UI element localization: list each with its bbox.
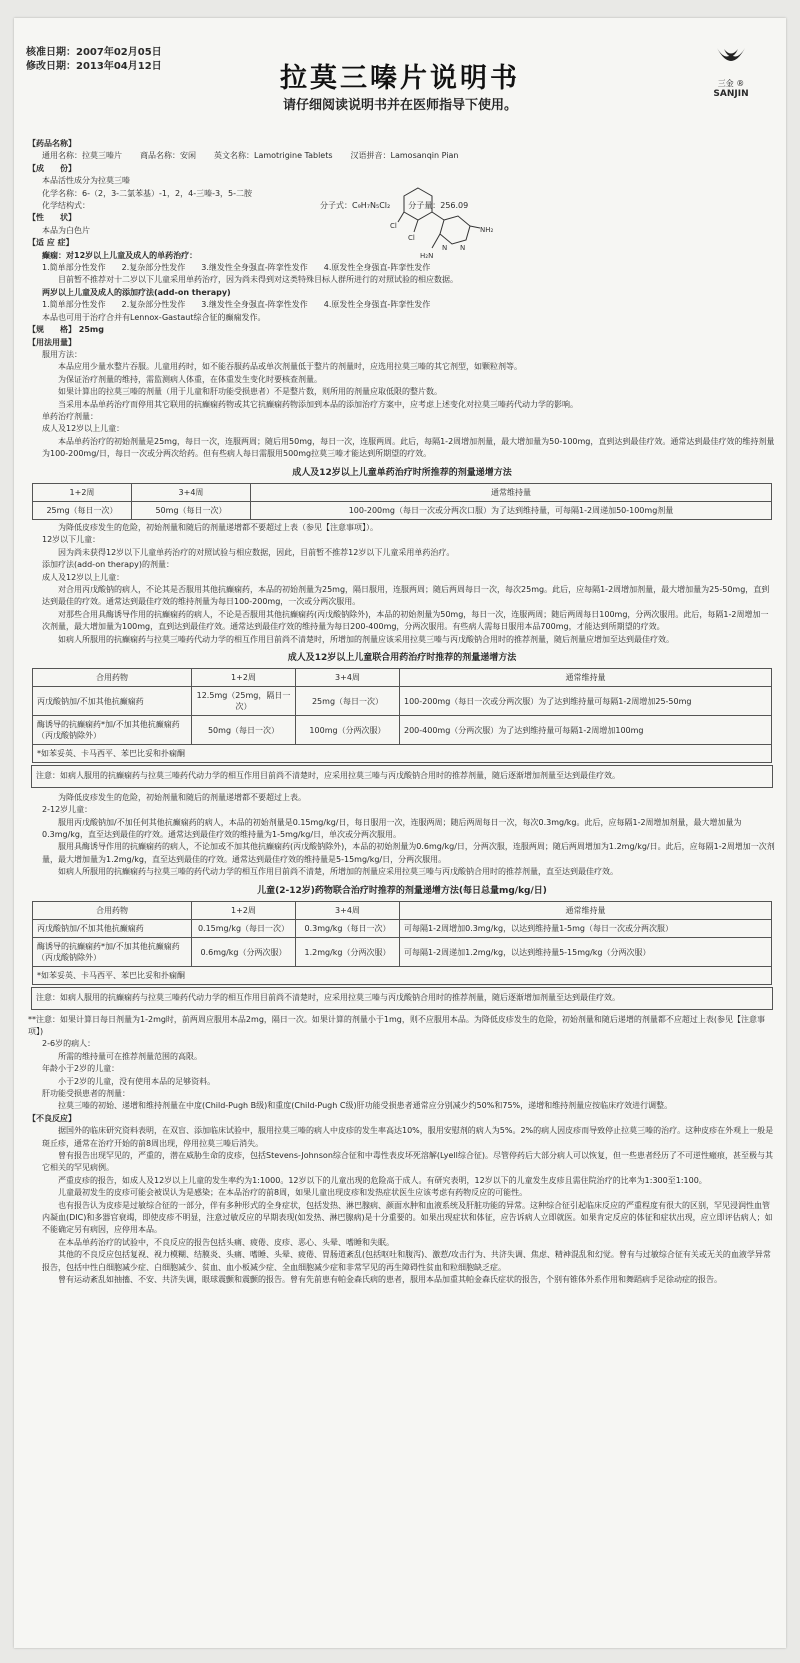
molecular-formula: 分子式：C₉H₇N₅Cl₂: [320, 201, 391, 211]
body-text: 对那些合用具酶诱导作用的抗癫痫药的病人，不论是否服用其他抗癫痫药(丙戊酸钠除外)，本品的初始剂量为50mg，每日一次，连服两周；随后两周每日100mg，分两次服用。此后，每隔1-2周增加一次剂量，最大增加量为100mg，直到达到最佳疗效。通常达到最佳疗效的维持量为每日200-400mg，分两次服用。有些病人需每日服用本品700mg，才能达到所期望的疗效。: [42, 609, 769, 632]
body-text: 服用具酶诱导作用的抗癫痫药的病人，不论加或不加其他抗癫痫药(丙戊酸钠除外)，本品的初始剂量为0.6mg/kg/日，分两次服，连服两周；随后两周增加为1.2mg/kg/日。此后，应每隔1-2周增加一次剂量，最大增加量为1.2mg/kg，直至达到最佳的疗效。通常达到最佳疗效的维持量是5-15mg/kg/日，分两次服用。: [42, 842, 775, 864]
adverse-text: 曾有报告出现罕见的，严重的，潜在威胁生命的皮疹，包括Stevens-Johnson综合征和中毒性表皮坏死溶解(Lyell综合征)。尽管停药后大部分病人可以恢复，但一些患者经历了不可逆性瘢痕，甚至极与其它相关的罕见病例。: [42, 1150, 773, 1173]
adverse-text: 在本品单药治疗的试验中，不良反应的报告包括头痛、疲倦、皮疹、恶心、头晕、嗜睡和失眠。: [58, 1237, 394, 1247]
table-header-cell: 1+2周: [192, 902, 296, 920]
body-text: 服用丙戊酸钠加/不加任何其他抗癫痫药的病人，本品的初始剂量是0.15mg/kg/日，每日服用一次，连服两周；随后两周每日一次，每次0.3mg/kg。此后，应每隔1-2周增加剂量，最大增加量为0.3mg/kg，直至达到最佳的疗效。通常达到最佳疗效的维持量为1-5mg/kg/日，单次或分两次服用。: [42, 817, 742, 840]
body-text: 拉莫三嗪的初始、递增和维持剂量在中度(Child-Pugh B级)和重度(Child-Pugh C级)肝功能受损患者通常应分别减少约50%和75%，递增和维持剂量应按临床疗效进行调整。: [58, 1101, 673, 1111]
body-text: 如病人所服用的抗癫痫药与拉莫三嗪药代动力学的相互作用目前尚不清楚时，所增加的剂量应该采用拉莫三嗪与丙戊酸钠合用时的推荐剂量，随后剂量应增加至达到最佳疗效。: [58, 634, 674, 644]
table-cell: 丙戊酸钠加/不加其他抗癫痫药: [33, 920, 192, 938]
section-adverse-heading: 【不良反应】: [28, 1113, 76, 1123]
adverse-text: 儿童最初发生的皮疹可能会被误认为是感染；在本品治疗的前8周，如果儿童出现皮疹和发热症状医生应该考虑有药物反应的可能性。: [58, 1188, 528, 1198]
page-title: 拉莫三嗪片说明书: [280, 63, 520, 94]
usage-text: 为保证治疗剂量的维持，需监测病人体重，在体重发生变化时要核查剂量。: [58, 374, 322, 384]
table-footnote: *如苯妥英、卡马西平、苯巴比妥和扑痫酮: [33, 967, 772, 985]
table-cell: 200-400mg（分两次服）为了达到维持量可每隔1-2周增加100mg: [400, 716, 772, 745]
body-text: 为降低皮疹发生的危险，初始剂量和随后的剂量递增都不要超过上表（参见【注意事项】）。: [58, 522, 378, 532]
body-text: 年龄小于2岁的儿童：: [42, 1064, 120, 1074]
body-text: 小于2岁的儿童，没有使用本品的足够资料。: [58, 1076, 216, 1086]
brand-name: 三金 ®: [717, 79, 745, 88]
adverse-text: 曾有运动紊乱如抽搐、不安、共济失调，眼球震颤和震颤的报告。曾有先前患有帕金森氏病的患者，服用本品加重其帕金森氏症状的报告，个别有锥体外系作用和舞蹈病手足徐动症的报告。: [58, 1275, 722, 1285]
epilepsy-heading: 癫痫：对12岁以上儿童及成人的单药治疗：: [42, 250, 198, 260]
addon-list: 1.简单部分性发作 2.复杂部分性发作 3.继发性全身强直-阵挛性发作 4.原发性全身强直-阵挛性发作: [42, 300, 431, 310]
tulip-logo-icon: [714, 44, 748, 74]
section-name-heading: 【药品名称】: [28, 139, 76, 148]
body-text: 因为尚未获得12岁以下儿童单药治疗的对照试验与相应数据，因此，目前暂不推荐12岁以下儿童采用单药治疗。: [58, 547, 455, 557]
svg-text:H₂N: H₂N: [420, 252, 434, 260]
table-cell: 0.3mg/kg（每日一次）: [296, 920, 400, 938]
adverse-text: 也有报告认为皮疹是过敏综合征的一部分，伴有多种形式的全身症状，包括发热、淋巴腺病、颜面水肿和血液系统及肝脏功能的异常。这种综合征引起临床反应的严重程度有很大的区别，罕见浸润性血管内凝血(DIC)和多器官衰竭，即使皮疹不明显，注意过敏反应的早期表现(如发热、淋巴腺病)是十分重要的。如果出现症状和体征，应告诉病人立即就医。如果肯定反应的体征和症状出现，应立即评估病人；如不能确定另有病因，应停用本品。: [42, 1200, 773, 1235]
addon-heading: 两岁以上儿童及成人的添加疗法(add-on therapy): [42, 287, 231, 297]
dosage-table-1: [32, 483, 772, 520]
table-header-cell: 合用药物: [33, 902, 192, 920]
body-text: **注意：如果计算日每日剂量为1-2mg时，前两周应服用本品2mg，隔日一次。如果计算的剂量小于1mg，则不应服用本品。为降低皮疹发生的危险，初始剂量和随后递增的剂量都不应超过上表(参见【注意事项】): [28, 1014, 765, 1036]
composition-text: 本品活性成分为拉莫三嗪: [42, 176, 130, 186]
pinyin-name: 汉语拼音：Lamosanqin Pian: [350, 151, 459, 161]
table-cell: 100-200mg（每日一次或分两次口服）为了达到维持量，可每隔1-2周递加50-100mg剂量: [251, 501, 772, 519]
molecular-weight: 分子量：256.09: [408, 201, 469, 211]
svg-text:Cl: Cl: [390, 222, 397, 230]
table-cell: 可每隔1-2周递加1.2mg/kg，以达到维持量5-15mg/kg（分两次服）: [400, 938, 772, 967]
body-text: 对合用丙戊酸钠的病人，不论其是否服用其他抗癫痫药，本品的初始剂量为25mg，隔日服用，连服两周；随后两周每日一次，每次25mg。此后，应每隔1-2周增加剂量，最大增加量为25-50mg，直到达到最佳的疗效。通常达到最佳疗效的维持剂量为每日100-200mg，一次或分两次服用。: [42, 585, 770, 607]
dosage-table-2: [32, 668, 772, 763]
usage-text: 本品单药治疗的初始剂量是25mg，每日一次，连服两周；随后用50mg，每日一次，连服两周。此后，每隔1-2周增加剂量，最大增加量为50-100mg，直到达到最佳疗效。通常达到最佳疗效的维持剂量为100-200mg/日，每日一次或分两次给药。但有些病人每日需服用500mg拉莫三嗪才能达到所期望的疗效。: [42, 436, 775, 459]
adverse-text: 其他的不良反应包括复视、视力模糊、结膜炎、头痛、嗜睡、头晕、疲倦、胃肠道紊乱(包括呕吐和腹泻)、激惹/攻击行为、共济失调、焦虑、精神混乱和幻觉。曾有与过敏综合征有关或无关的血液学异常报告，包括中性白细胞减少症、白细胞减少、贫血、血小板减少症、全血细胞减少症和非常罕见的再生障碍性贫血和粒细胞缺乏症。: [42, 1250, 771, 1272]
approval-date: 核准日期：2007年02月05日: [26, 47, 162, 58]
character-text: 本品为白色片: [42, 225, 90, 235]
svg-text:N: N: [442, 244, 448, 252]
body-text: 所需的维持量可在推荐剂量范围的高限。: [58, 1051, 202, 1061]
usage-text: 如果计算出的拉莫三嗪的剂量（用于儿童和肝功能受损患者）不是整片数，则所用的剂量应取低限的整片数。: [58, 387, 442, 397]
table3-title: 儿童(2-12岁)药物联合治疗时推荐的剂量递增方法(每日总量mg/kg/日): [257, 885, 547, 896]
table-cell: 50mg（每日一次）: [192, 716, 296, 745]
section-character-heading: 【性 状】: [28, 213, 76, 223]
adverse-text: 严重皮疹的报告，如成人及12岁以上儿童的发生率约为1:1000。12岁以下的儿童出现的危险高于成人。有研究表明，12岁以下的儿童发生皮疹且需住院治疗的比率为1:300至1:100。: [58, 1175, 707, 1185]
body-text: 12岁以下儿童：: [42, 535, 101, 545]
leaflet-body: [28, 138, 776, 1286]
table-cell: 酶诱导的抗癫痫药*加/不加其他抗癫痫药（丙戊酸钠除外）: [33, 716, 192, 745]
table1-title: 成人及12岁以上儿童单药治疗时所推荐的剂量递增方法: [292, 467, 512, 478]
adverse-text: 据国外的临床研究资料表明，在双盲、添加临床试验中，服用拉莫三嗪的病人中皮疹的发生率高达10%，服用安慰剂的病人为5%。2%的病人因皮疹而导致停止拉莫三嗪的治疗。这种皮疹在外观上一般是斑丘疹，通常在治疗开始的前8周出现，停用拉莫三嗪后消失。: [42, 1126, 774, 1148]
dosage-table-3: [32, 901, 772, 985]
table-header-cell: 通常维持量: [400, 902, 772, 920]
body-text: 添加疗法(add-on therapy)的剂量：: [42, 560, 174, 570]
table-cell: 丙戊酸钠加/不加其他抗癫痫药: [33, 687, 192, 716]
table-cell: 25mg（每日一次）: [33, 501, 132, 519]
epilepsy-note: 目前暂不推荐对十二岁以下儿童采用单药治疗，因为尚未得到对这类特殊目标人群所进行的对照试验的相应数据。: [58, 275, 458, 285]
usage-text: 服用方法：: [42, 349, 82, 359]
table-cell: 0.6mg/kg（分两次服）: [192, 938, 296, 967]
section-spec: 【规 格】 25mg: [28, 325, 104, 335]
section-indications-heading: 【适 应 症】: [28, 238, 74, 248]
table-cell: 100mg（分两次服）: [296, 716, 400, 745]
body-text: 2-6岁的病人：: [42, 1039, 96, 1049]
table-cell: 可每隔1-2周增加0.3mg/kg，以达到维持量1-5mg（每日一次或分两次服）: [400, 920, 772, 938]
table-header-cell: 1+2周: [33, 483, 132, 501]
generic-name: 通用名称：拉莫三嗪片: [42, 151, 122, 161]
table-cell: 100-200mg（每日一次或分两次服）为了达到维持量可每隔1-2周增加25-50mg: [400, 687, 772, 716]
table-header-cell: 合用药物: [33, 669, 192, 687]
table2-title: 成人及12岁以上儿童联合用药治疗时推荐的剂量递增方法: [287, 653, 517, 664]
usage-text: 本品应用少量水整片吞服。儿童用药时，如不能吞服药品或单次剂量低于整片的剂量时，应选用拉莫三嗪的其它剂型，如颗粒剂等。: [58, 362, 522, 372]
brand-logo: [696, 44, 766, 99]
table-footnote: *如苯妥英、卡马西平、苯巴比妥和扑痫酮: [33, 745, 772, 763]
name-row: [28, 150, 776, 162]
structure-row: [28, 200, 776, 212]
table-cell: 0.15mg/kg（每日一次）: [192, 920, 296, 938]
usage-text: 成人及12岁以上儿童：: [42, 424, 125, 434]
trade-name: 商品名称：安闲: [140, 151, 196, 161]
svg-text:N: N: [460, 244, 466, 252]
page-subtitle: 请仔细阅读说明书并在医师指导下使用。: [282, 98, 517, 113]
svg-text:Cl: Cl: [408, 234, 415, 242]
table3-note: 注意：如病人服用的抗癫痫药与拉莫三嗪药代动力学的相互作用目前尚不清楚时，应采用拉莫三嗪与丙戊酸钠合用时的推荐剂量，随后逐渐增加剂量至达到最佳疗效。: [31, 987, 773, 1009]
usage-text: 单药治疗剂量：: [42, 411, 98, 421]
body-text: 如病人所服用的抗癫痫药与拉莫三嗪的药代动力学的相互作用目前尚不清楚，所增加的剂量应采用拉莫三嗪与丙戊酸钠合用时的推荐剂量，直至达到最佳疗效。: [58, 867, 618, 877]
table-header-cell: 3+4周: [132, 483, 251, 501]
table-cell: 酶诱导的抗癫痫药*加/不加其他抗癫痫药（丙戊酸钠除外）: [33, 938, 192, 967]
addon-note: 本品也可用于治疗合并有Lennox-Gastaut综合征的癫痫发作。: [42, 312, 266, 322]
table-header-cell: 3+4周: [296, 902, 400, 920]
leaflet-page: [14, 18, 786, 1648]
section-usage-heading: 【用法用量】: [28, 337, 76, 347]
body-text: 2-12岁儿童：: [42, 805, 93, 815]
body-text: 为降低皮疹发生的危险，初始剂量和随后的剂量递增都不要超过上表。: [58, 792, 306, 802]
epilepsy-list: 1.简单部分性发作 2.复杂部分性发作 3.继发性全身强直-阵挛性发作 4.原发性全身强直-阵挛性发作: [42, 263, 431, 273]
chemical-name: 化学名称：6-（2，3-二氯苯基）-1，2，4-三嗪-3，5-二胺: [42, 188, 253, 198]
body-text: 成人及12岁以上儿童：: [42, 572, 125, 582]
body-text: 肝功能受损患者的剂量：: [42, 1088, 130, 1098]
english-name: 英文名称：Lamotrigine Tablets: [214, 151, 333, 161]
brand-name-en: SANJIN: [713, 89, 749, 99]
table-header-cell: 3+4周: [296, 669, 400, 687]
svg-text:NH₂: NH₂: [480, 226, 494, 234]
structure-label: 化学结构式：: [42, 201, 90, 211]
table-header-cell: 1+2周: [192, 669, 296, 687]
section-composition-heading: 【成 份】: [28, 163, 76, 173]
revision-date: 修改日期：2013年04月12日: [26, 61, 162, 72]
table2-note: 注意：如病人服用的抗癫痫药与拉莫三嗪药代动力学的相互作用目前尚不清楚时，应采用拉莫三嗪与丙戊酸钠合用时的推荐剂量，随后逐渐增加剂量至达到最佳疗效。: [31, 765, 773, 787]
table-cell: 50mg（每日一次）: [132, 501, 251, 519]
usage-text: 当采用本品单药治疗而停用其它联用的抗癫痫药物或其它抗癫痫药物添加到本品的添加治疗方案中，应考虑上述变化对拉莫三嗪药代动力学的影响。: [58, 399, 578, 409]
table-cell: 12.5mg（25mg，隔日一次）: [192, 687, 296, 716]
table-cell: 25mg（每日一次）: [296, 687, 400, 716]
table-header-cell: 通常维持量: [251, 483, 772, 501]
header: [14, 18, 786, 128]
table-header-cell: 通常维持量: [400, 669, 772, 687]
table-cell: 1.2mg/kg（分两次服）: [296, 938, 400, 967]
